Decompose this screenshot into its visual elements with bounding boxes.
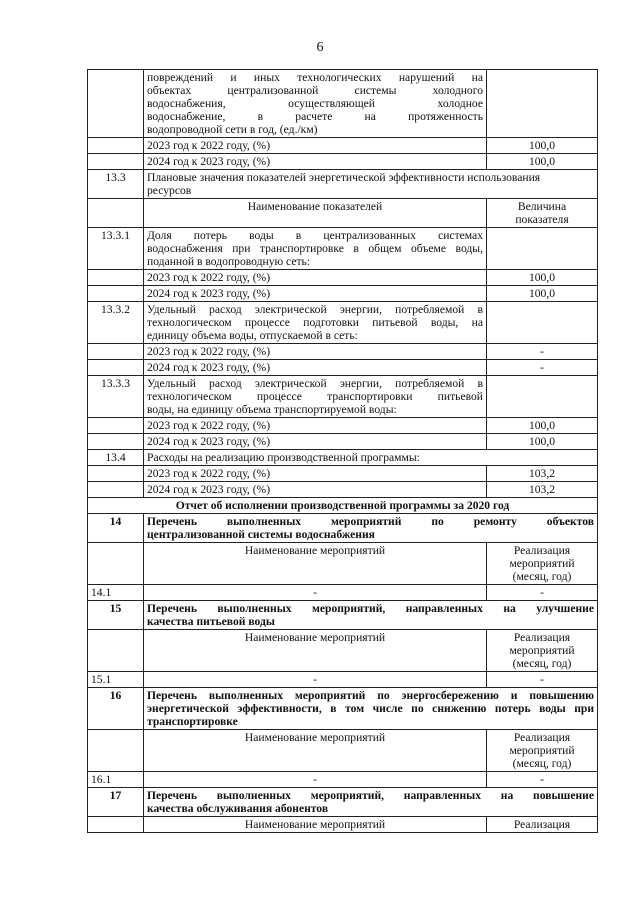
text-line: качества питьевой воды	[147, 615, 275, 628]
text-line: мероприятий	[509, 557, 575, 570]
indicator-description: Расходы на реализацию производственной программы:	[144, 450, 598, 466]
table-row	[88, 672, 598, 688]
year-label: 2023 год к 2022 году, (%)	[144, 138, 487, 154]
table-row	[88, 434, 598, 450]
row-number: 15.1	[88, 672, 144, 688]
table-row	[88, 154, 598, 170]
column-header-row	[88, 730, 598, 772]
year-label: 2024 год к 2023 году, (%)	[144, 286, 487, 302]
table-row	[88, 450, 598, 466]
report-title: Отчет об исполнении производственной программы за 2020 год	[88, 498, 598, 514]
column-header-value	[487, 730, 598, 772]
table-row	[88, 286, 598, 302]
text-line: повреждений и иных технологических нарушений на	[147, 71, 483, 84]
section-title	[144, 514, 598, 543]
table-row	[88, 772, 598, 788]
text-line: Доля потерь воды в централизованных системах	[147, 229, 483, 242]
section-header-row	[88, 170, 598, 199]
row-number: 13.4	[88, 450, 144, 466]
section-number: 13.3	[88, 170, 144, 199]
section-title	[144, 788, 598, 817]
text-line: Перечень выполненных мероприятий по ремонту объектов	[147, 515, 594, 528]
text-line: объектах централизованной системы холодного	[147, 84, 483, 97]
year-label: 2023 год к 2022 году, (%)	[144, 344, 487, 360]
section-header-row	[88, 788, 598, 817]
row-number: 16.1	[88, 772, 144, 788]
year-label: 2024 год к 2023 году, (%)	[144, 482, 487, 498]
text-line: Реализация	[513, 544, 571, 557]
text-line: Удельный расход электрической энергии, потребляемой в	[147, 377, 483, 390]
value-cell	[487, 70, 598, 138]
indicator-description	[144, 376, 487, 418]
year-label: 2023 год к 2022 году, (%)	[144, 270, 487, 286]
row-number: 13.3.2	[88, 302, 144, 344]
indicators-table	[87, 69, 598, 833]
row-number-cell	[88, 70, 144, 138]
text-line: Перечень выполненных мероприятий по энергосбережению и повышению	[147, 689, 594, 702]
text-line: технологическом процессе подготовки питьевой воды, на	[147, 316, 483, 329]
text-line: Перечень выполненных мероприятий, направленных на повышение	[147, 789, 594, 802]
report-title-row	[88, 498, 598, 514]
column-header-name: Наименование показателей	[144, 199, 487, 228]
indicator-description	[144, 302, 487, 344]
year-label: 2024 год к 2023 году, (%)	[144, 434, 487, 450]
text-line: водоснабжения, осуществляющей холодное	[147, 97, 483, 110]
event-name: -	[144, 585, 487, 601]
table-row	[88, 138, 598, 154]
event-name: -	[144, 772, 487, 788]
section-number: 16	[88, 688, 144, 730]
column-header-row	[88, 199, 598, 228]
year-label: 2023 год к 2022 году, (%)	[144, 466, 487, 482]
section-number: 15	[88, 601, 144, 630]
table-row	[88, 360, 598, 376]
text-line: мероприятий	[509, 644, 575, 657]
text-line: Перечень выполненных мероприятий, направленных на улучшение	[147, 602, 594, 615]
text-line: технологическом процессе транспортировки питьевой	[147, 390, 483, 403]
column-header-row	[88, 630, 598, 672]
value-cell: 103,2	[487, 466, 598, 482]
column-header-value	[487, 630, 598, 672]
value-cell: 100,0	[487, 154, 598, 170]
text-line: Реализация	[513, 731, 571, 744]
value-cell: -	[487, 344, 598, 360]
text-line: транспортировке	[147, 715, 238, 728]
text-line: энергетической эффективности, в том числе по снижению потерь воды при	[147, 702, 594, 715]
section-header-row	[88, 601, 598, 630]
value-cell: -	[487, 772, 598, 788]
table-row	[88, 466, 598, 482]
text-line: Величина	[517, 200, 567, 213]
text-line: Реализация	[513, 631, 571, 644]
year-label: 2024 год к 2023 году, (%)	[144, 154, 487, 170]
section-number: 17	[88, 788, 144, 817]
text-line: водопроводной сети в год, (ед./км)	[147, 123, 318, 136]
column-header-value	[487, 543, 598, 585]
text-line: (месяц, год)	[512, 570, 572, 583]
table-row	[88, 270, 598, 286]
text-line: поданной в водопроводную сеть:	[147, 255, 311, 268]
value-cell: 100,0	[487, 286, 598, 302]
text-line: Плановые значения показателей энергетической эффективности использования	[147, 171, 541, 184]
text-line: (месяц, год)	[512, 757, 572, 770]
value-cell: 103,2	[487, 482, 598, 498]
indicator-description	[144, 228, 487, 270]
text-line: водоснабжение, в расчете на протяженность	[147, 110, 483, 123]
table-row	[88, 302, 598, 344]
section-header-row	[88, 688, 598, 730]
value-cell: 100,0	[487, 418, 598, 434]
text-line: (месяц, год)	[512, 657, 572, 670]
row-number: 14.1	[88, 585, 144, 601]
column-header-value	[487, 199, 598, 228]
section-title	[144, 688, 598, 730]
table-row	[88, 344, 598, 360]
value-cell: -	[487, 360, 598, 376]
column-header-row	[88, 543, 598, 585]
value-cell: -	[487, 672, 598, 688]
text-line: мероприятий	[509, 744, 575, 757]
value-cell: 100,0	[487, 270, 598, 286]
value-cell: 100,0	[487, 434, 598, 450]
year-label: 2024 год к 2023 году, (%)	[144, 360, 487, 376]
table-row	[88, 418, 598, 434]
column-header-name: Наименование мероприятий	[144, 730, 487, 772]
row-number: 13.3.3	[88, 376, 144, 418]
text-line: ресурсов	[147, 184, 192, 197]
row-number: 13.3.1	[88, 228, 144, 270]
text-line: показателя	[515, 213, 569, 226]
text-line: качества обслуживания абонентов	[147, 802, 329, 815]
event-name: -	[144, 672, 487, 688]
text-line: централизованной системы водоснабжения	[147, 528, 375, 541]
indicator-description	[144, 70, 487, 138]
value-cell: -	[487, 585, 598, 601]
column-header-value: Реализация	[487, 817, 598, 833]
column-header-name: Наименование мероприятий	[144, 817, 487, 833]
table-row	[88, 482, 598, 498]
year-label: 2023 год к 2022 году, (%)	[144, 418, 487, 434]
table-row	[88, 585, 598, 601]
section-title	[144, 170, 598, 199]
page-number: 6	[316, 40, 324, 55]
section-title	[144, 601, 598, 630]
section-number: 14	[88, 514, 144, 543]
column-header-name: Наименование мероприятий	[144, 543, 487, 585]
table-row	[88, 376, 598, 418]
text-line: Удельный расход электрической энергии, потребляемой в	[147, 303, 483, 316]
value-cell: 100,0	[487, 138, 598, 154]
text-line: водоснабжения при транспортировке в общем объеме воды,	[147, 242, 483, 255]
text-line: воды, на единицу объема транспортируемой воды:	[147, 403, 397, 416]
section-header-row	[88, 514, 598, 543]
table-row	[88, 70, 598, 138]
table-row	[88, 228, 598, 270]
column-header-row	[88, 817, 598, 833]
text-line: единицу объема воды, отпускаемой в сеть:	[147, 329, 358, 342]
column-header-name: Наименование мероприятий	[144, 630, 487, 672]
